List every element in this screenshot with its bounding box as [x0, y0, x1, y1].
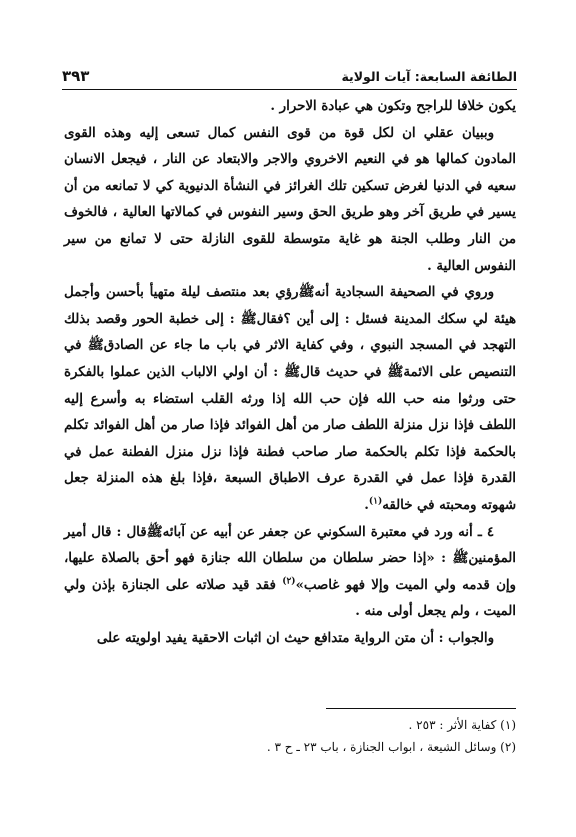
paragraph-4 [64, 520, 516, 626]
hadith-quote: «إذا حضر سلطان من سلطان الله جنازة فهو أحق بالصلاة عليها، وإن قدمه ولي الميت وإلا فهو غاصب» [64, 551, 516, 593]
body-text [64, 94, 516, 652]
footnote-ref-1[interactable]: (١) [368, 496, 383, 507]
running-title: الطائفة السابعة: آيات الولاية [341, 68, 517, 84]
page-number: ٣٩٣ [62, 67, 90, 85]
paragraph-4-rest: فقد قيد صلاته على الجنازة بإذن ولي الميت ، ولم يجعل أولى منه . [64, 577, 516, 620]
paragraph-5: والجواب : أن متن الرواية متدافع حيث ان اثبات الاحقية يفيد اولويته على [96, 630, 494, 646]
paragraph-1: يكون خلافا للراجح وتكون هي عبادة الاحرار . [270, 99, 516, 114]
footnote-1: (١) كفاية الأثر : ٢٥٣ . [408, 718, 516, 732]
paragraph-2: وببيان عقلي ان لكل قوة من قوى النفس كمال تسعى إليه وهذه القوى المادون كمالها هو في النعيم الاخروي والاجر والابتعاد عن النار ، فيجعل الانسان سعيه في الدنيا لغرض تسكين تلك الغرائز في النشأة الدنيوية كي لا تمانعه من أن يسير في طريق آخر وهو طريق الحق وسير النفوس في كمالاتها العالية ، فالخوف من النار وطلب الجنة هو غاية متوسطة للقوى النازلة حتى لا تمانع من سير النفوس العالية . [64, 125, 516, 274]
footnote-divider [326, 708, 516, 709]
paragraph-3-text: وروي في الصحيفة السجادية أنهﷺرؤي بعد منتصف ليلة متهيأ بأحسن وأجمل هيئة لي سكك المدينة فسئل : إلى أين ؟فقالﷺ : إلى خطبة الحور وقصد بذلك التهجد في المسجد النبوي ، وفي كفاية الاثر في باب ما جاء عن الصادقﷺ في التنصيص على الائمةﷺ في حديث قالﷺ : أن اولي الالباب الذين عملوا بالفكرة حتى ورثوا منه حب الله فإن حب الله إذا ورثه القلب استضاء به وأسرع إليه اللطف فإذا نزل منزلة اللطف صار من أهل الفوائد فإذا صار من أهل الفوائد تكلم بالحكمة فإذا تكلم بالحكمة صار صاحب فطنة فإذا نزل منزل الفطنة عمل في القدرة فإذا عمل في القدرة عرف الاطباق السبعة ،فإذا بلغ هذه المنزلة جعل شهوته ومحبته في خالقه [64, 285, 516, 513]
paragraph-3 [64, 280, 516, 519]
paragraph-3-end: . [364, 497, 369, 513]
footnote-ref-2[interactable]: (٢) [282, 576, 296, 587]
page-header [62, 66, 517, 86]
header-divider [62, 89, 517, 90]
footnotes [64, 714, 516, 758]
paragraph-4-intro: ٤ ـ أنه ورد في معتبرة السكوني عن جعفر عن أبيه عن آبائهﷺقال : قال أمير المؤمنينﷺ : [64, 524, 516, 567]
footnote-2: (٢) وسائل الشيعة ، ابواب الجنازة ، باب ٢٣ ـ ح ٣ . [266, 740, 516, 754]
